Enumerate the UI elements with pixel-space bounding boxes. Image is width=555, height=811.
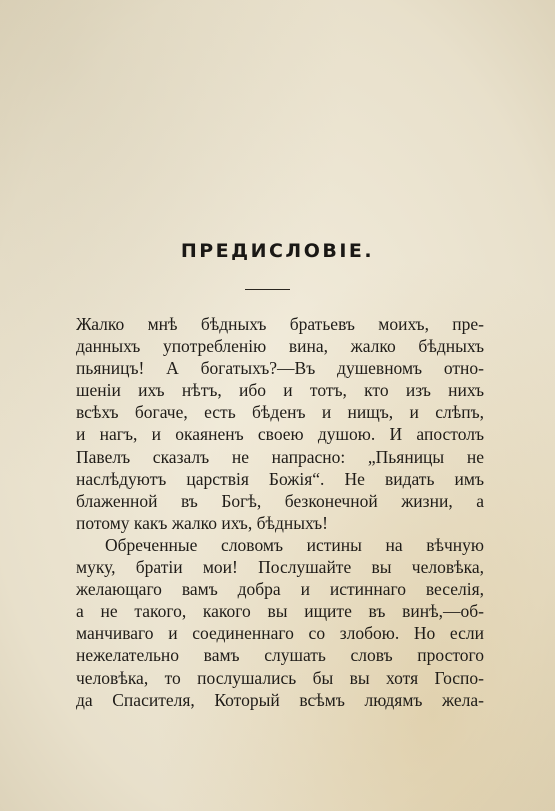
text-line: шеніи ихъ нѣтъ, ибо и тотъ, кто изъ нихъ (76, 380, 484, 401)
text-line: Обреченные словомъ истины на вѣчную (105, 534, 484, 555)
text-line: потому какъ жалко ихъ, бѣдныхъ! (76, 512, 328, 533)
text-line: да Спасителя, Который всѣмъ людямъ жела- (76, 689, 484, 710)
text-line: наслѣдуютъ царствія Божія“. Не видать имъ (76, 468, 484, 489)
text-line: данныхъ употребленію вина, жалко бѣдныхъ (76, 336, 484, 357)
text-line: блаженной въ Богѣ, безконечной жизни, а (76, 490, 484, 511)
text-line: человѣка, то послушались бы вы хотя Госпо- (76, 667, 484, 688)
text-line: муку, братіи мои! Послушайте вы человѣка, (76, 557, 484, 578)
title-rule (245, 289, 290, 290)
text-line: всѣхъ богаче, есть бѣденъ и нищъ, и слѣпъ, (76, 402, 484, 423)
text-line: Жалко мнѣ бѣдныхъ братьевъ моихъ, пре- (76, 314, 484, 334)
text-line: и нагъ, и окаяненъ своею душою. И апостолъ (76, 424, 484, 445)
text-line: желающаго вамъ добра и истиннаго веселія, (76, 579, 484, 600)
text-line: нежелательно вамъ слушать словъ простого (76, 645, 484, 666)
text-line: Павелъ сказалъ не напрасно: „Пьяницы не (76, 446, 484, 467)
text-line: манчиваго и соединеннаго со злобою. Но если (76, 623, 484, 644)
body-text (76, 313, 484, 711)
page-title: ПРЕДИСЛОВІЕ. (180, 240, 375, 262)
text-line: пьяницъ! А богатыхъ?—Въ душевномъ отно- (76, 358, 484, 379)
text-line: а не такого, какого вы ищите въ винѣ,—об- (76, 601, 484, 622)
